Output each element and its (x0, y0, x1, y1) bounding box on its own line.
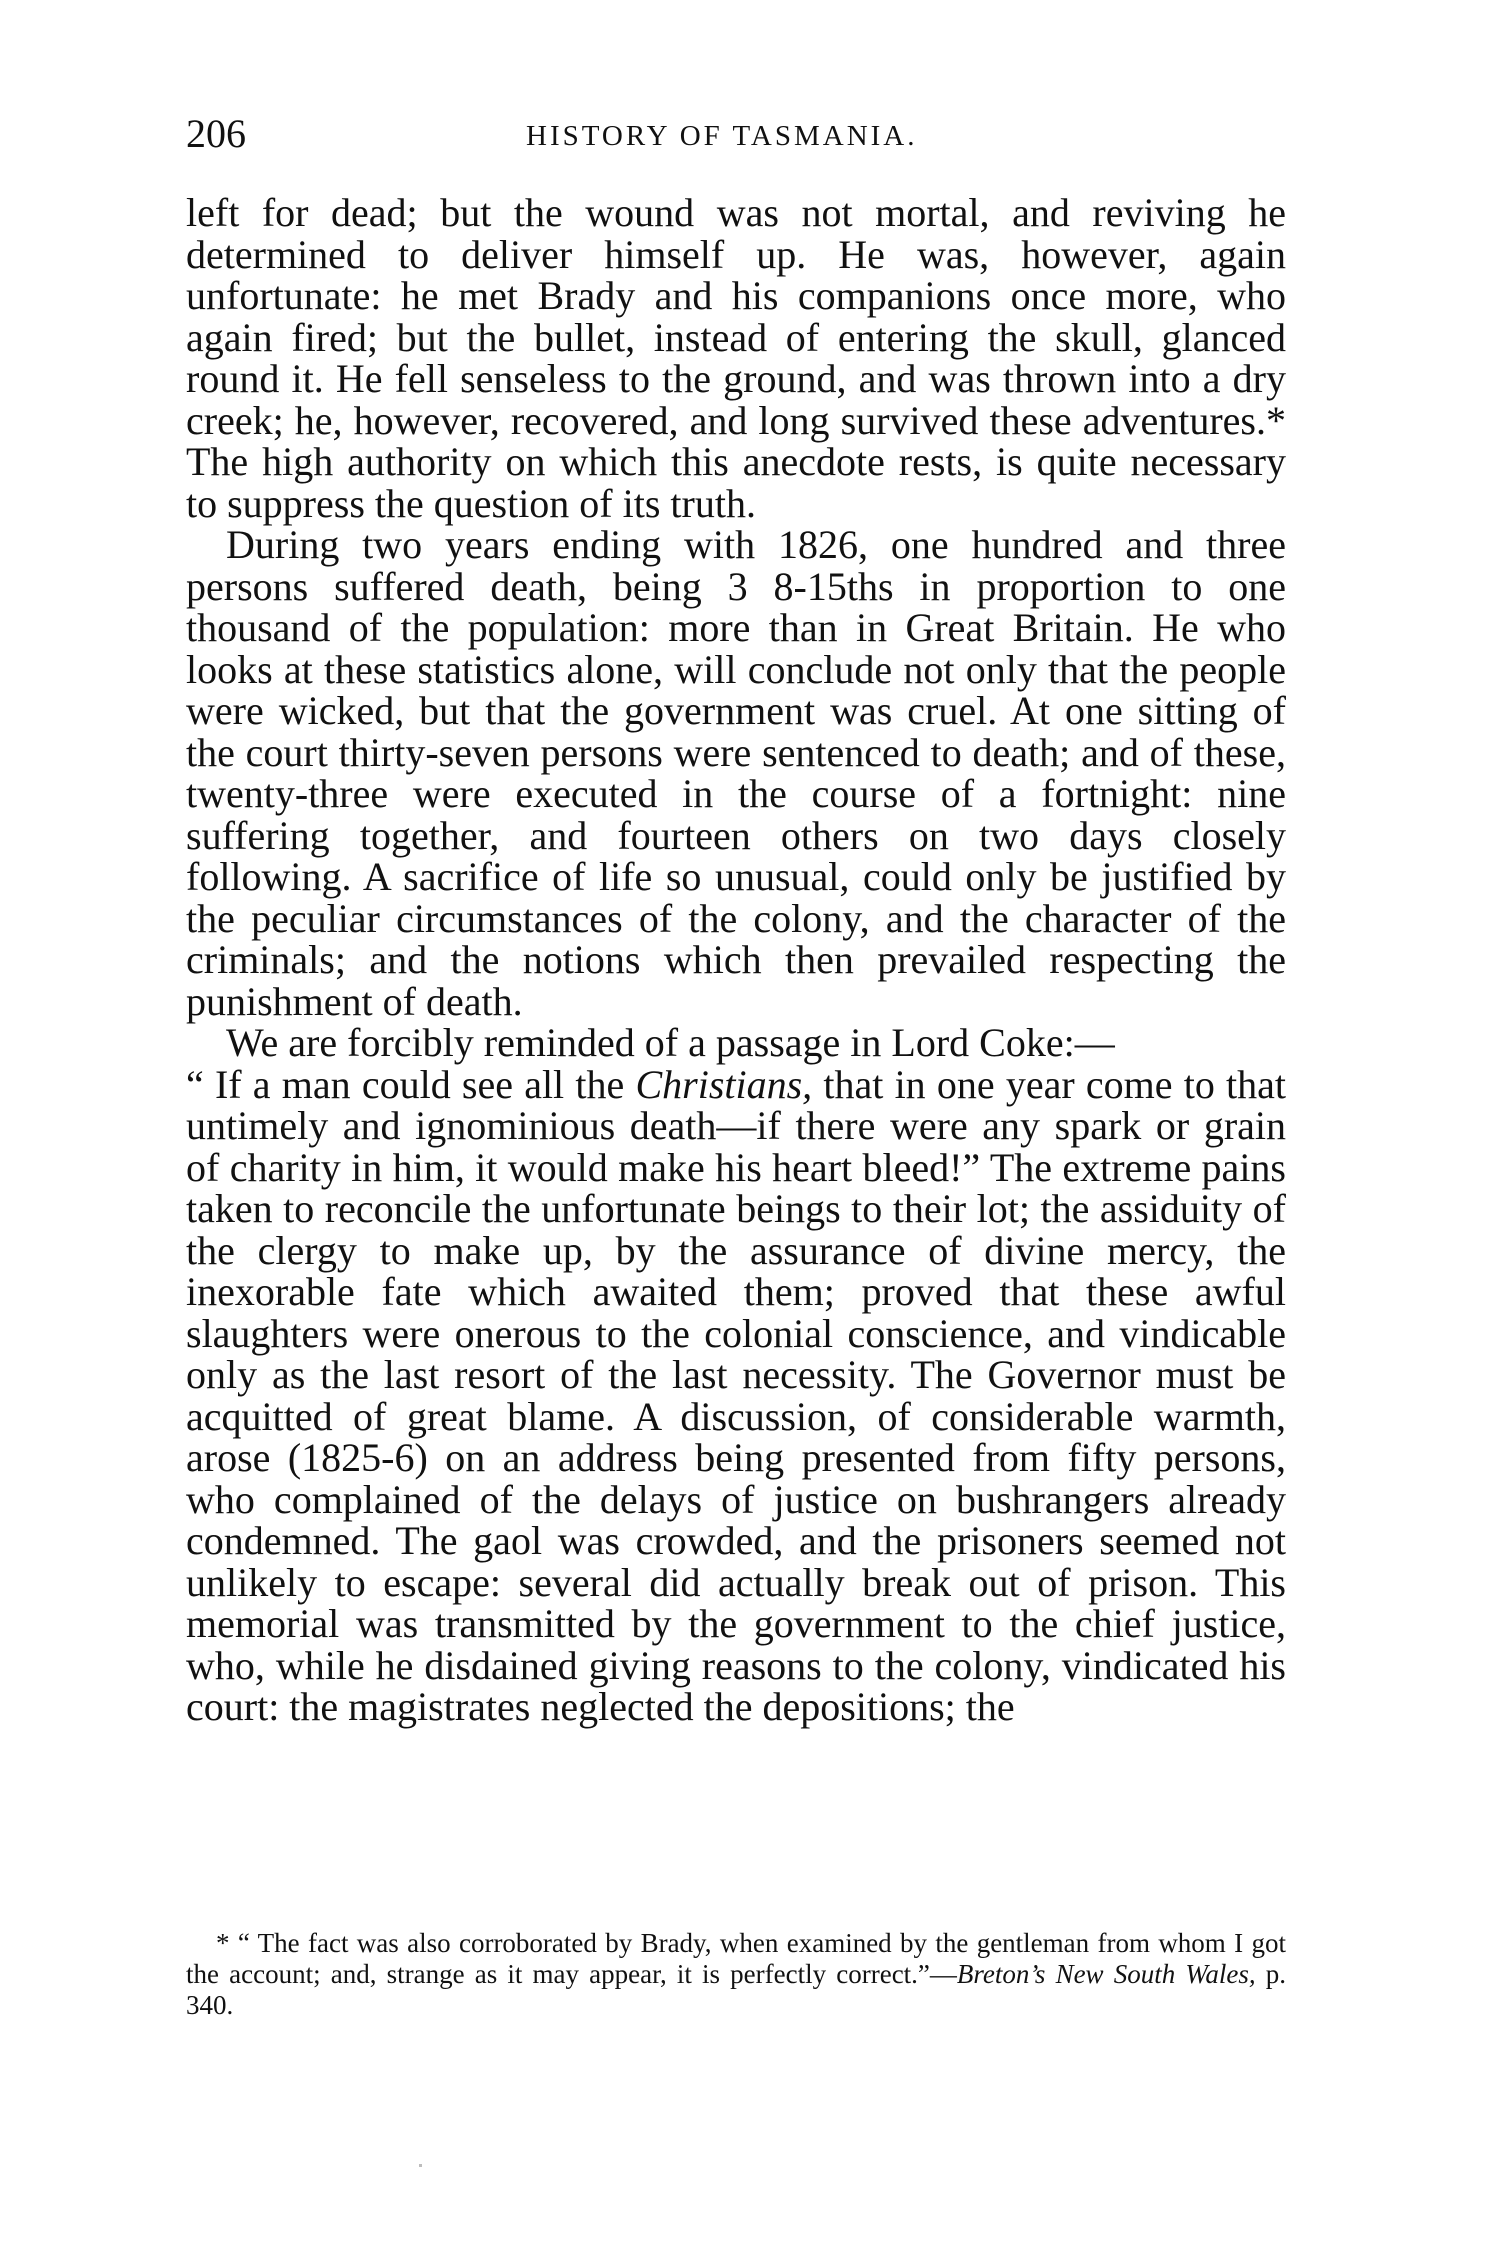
paragraph: left for dead; but the wound was not mortal, and reviving he determined to deliver himself up. He was, however, again unfortunate: he met Brady and his companions once more, who again fired; but the bullet, instead of entering the skull, glanced round it. He fell senseless to the ground, and was thrown into a dry creek; he, however, recovered, and long survived these adventures.* The high authority on which this anecdote rests, is quite necessary to suppress the question of its truth. (186, 190, 1286, 526)
quote-text: “ If a man could see all the (186, 1061, 636, 1107)
footnote-source: Breton’s New South Wales, (956, 1959, 1256, 1989)
page-header (186, 110, 1286, 158)
emphasized-word: Christians, (635, 1061, 813, 1107)
footnote (186, 1928, 1286, 2021)
running-title: HISTORY OF TASMANIA. (526, 120, 918, 152)
footnote-text: * “ The fact was also corroborated by Brady, when examined by the gentleman from whom I got the account; and, strange as it may appear, it is perfectly correct.”— (186, 1928, 1286, 1989)
quotation-paragraph (186, 1061, 1286, 1729)
page-number: 206 (186, 111, 246, 156)
body-text (186, 192, 1286, 1728)
paper-speck (419, 2164, 422, 2167)
footnote-page-ref: p. 340. (186, 1959, 1287, 2020)
paragraph-continuation: that in one year come to that untimely and ignominious death—if there were any spark or grain of charity in him, it would make his heart bleed!” The extreme pains taken to reconcile the unfortunate beings to their lot; the assiduity of the clergy to make up, by the assurance of divine mercy, the inexorable fate which awaited them; proved that these awful slaughters were onerous to the colonial conscience, and vindicable only as the last resort of the last necessity. The Governor must be acquitted of great blame. A discussion, of considerable warmth, arose (1825-6) on an address being presented from fifty persons, who complained of the delays of justice on bushrangers already condemned. The gaol was crowded, and the prisoners seemed not unlikely to escape: several did actually break out of prison. This memorial was transmitted by the government to the chief justice, who, while he disdained giving reasons to the colony, vindicated his court: the magistrates neglected the depositions; the (186, 1061, 1286, 1729)
paragraph: During two years ending with 1826, one hundred and three persons suffered death, being 3 8-15ths in proportion to one thousand of the population: more than in Great Britain. He who looks at these statistics alone, will conclude not only that the people were wicked, but that the government was cruel. At one sitting of the court thirty-seven persons were sentenced to death; and of these, twenty-three were executed in the course of a fortnight: nine suffering together, and fourteen others on two days closely following. A sacrifice of life so unusual, could only be justified by the peculiar circumstances of the colony, and the character of the criminals; and the notions which then prevailed respecting the punishment of death. (186, 522, 1286, 1024)
paragraph: We are forcibly reminded of a passage in Lord Coke:— (226, 1020, 1115, 1065)
